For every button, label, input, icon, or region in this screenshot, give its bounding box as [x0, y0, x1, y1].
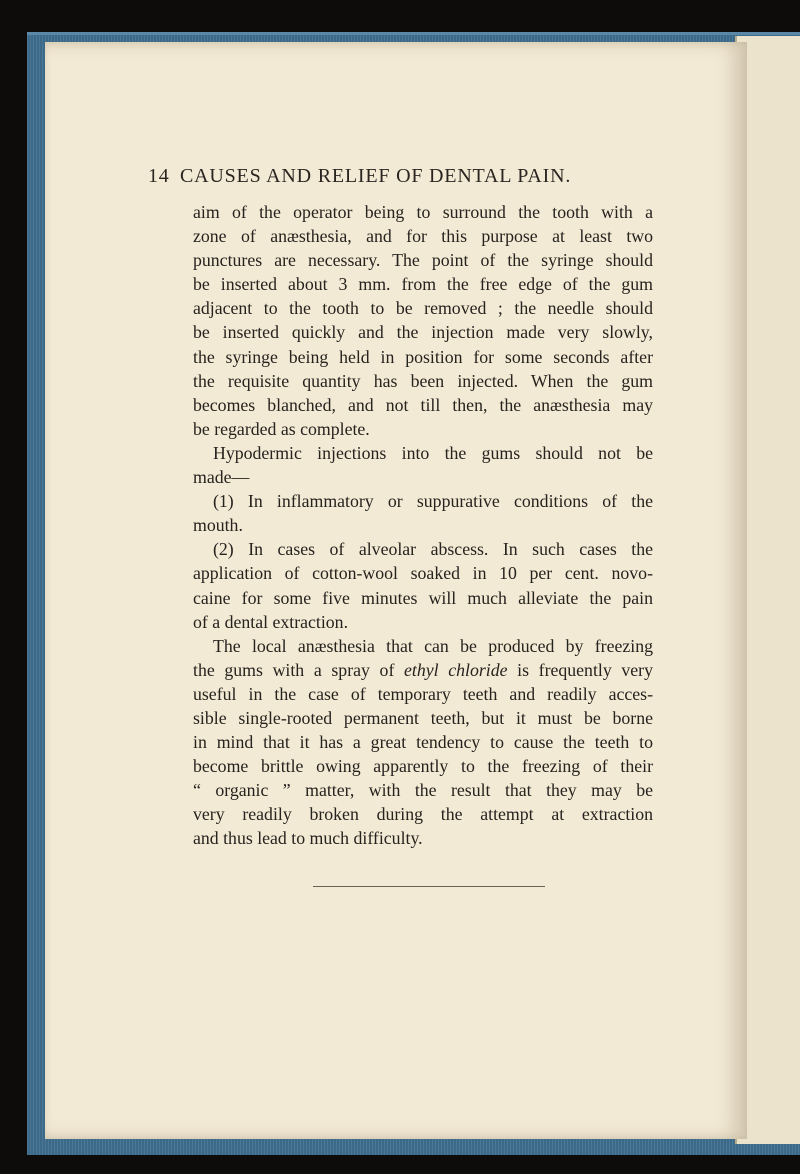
text-line: be regarded as complete. [193, 418, 370, 439]
text-line: mouth. [193, 515, 243, 536]
text-line: made— [193, 467, 250, 488]
text-line: be inserted about 3 mm. from the free edge of the gum [193, 274, 653, 295]
section-end-rule [313, 886, 545, 887]
text-line-with-italic [193, 658, 653, 682]
text-line: become brittle owing apparently to the freezing of their [193, 756, 653, 777]
text-line: aim of the operator being to surround the tooth with a [193, 202, 653, 222]
page-number: 14 [148, 165, 170, 187]
text-line: in mind that it has a great tendency to cause the teeth to [193, 732, 653, 753]
text-line: very readily broken during the attempt at extraction [193, 804, 653, 825]
text-line: caine for some five minutes will much alleviate the pain [193, 587, 653, 608]
text-line: application of cotton-wool soaked in 10 per cent. novo- [193, 563, 653, 584]
text-line: be inserted quickly and the injection made very slowly, [193, 322, 653, 343]
text-line: (2) In cases of alveolar abscess. In such cases the [213, 539, 653, 560]
text-line: and thus lead to much difficulty. [193, 828, 423, 849]
text-line: zone of anæsthesia, and for this purpose at least two [193, 226, 653, 247]
text-line: useful in the case of temporary teeth and readily acces- [193, 683, 653, 704]
text-fragment: the gums with a spray of [193, 659, 405, 680]
body-text [193, 200, 653, 851]
text-line: “ organic ” matter, with the result that they may be [193, 780, 653, 801]
text-line: (1) In inflammatory or suppurative conditions of the [213, 491, 653, 512]
text-line: becomes blanched, and not till then, the anæsthesia may [193, 394, 653, 415]
running-head [148, 165, 618, 188]
text-line: adjacent to the tooth to be removed ; the needle should [193, 298, 653, 319]
text-line: the requisite quantity has been injected. When the gum [193, 370, 653, 391]
text-line: the syringe being held in position for some seconds after [193, 346, 653, 367]
text-line: The local anæsthesia that can be produced by freezing [213, 635, 653, 656]
running-head-title: CAUSES AND RELIEF OF DENTAL PAIN. [180, 165, 572, 187]
text-line: Hypodermic injections into the gums should not be [213, 442, 653, 463]
text-line: punctures are necessary. The point of the syringe should [193, 250, 653, 271]
text-fragment: is frequently very [507, 659, 653, 680]
italic-term: ethyl chloride [404, 659, 508, 680]
text-line: of a dental extraction. [193, 611, 349, 632]
text-line: sible single-rooted permanent teeth, but it must be borne [193, 707, 653, 728]
